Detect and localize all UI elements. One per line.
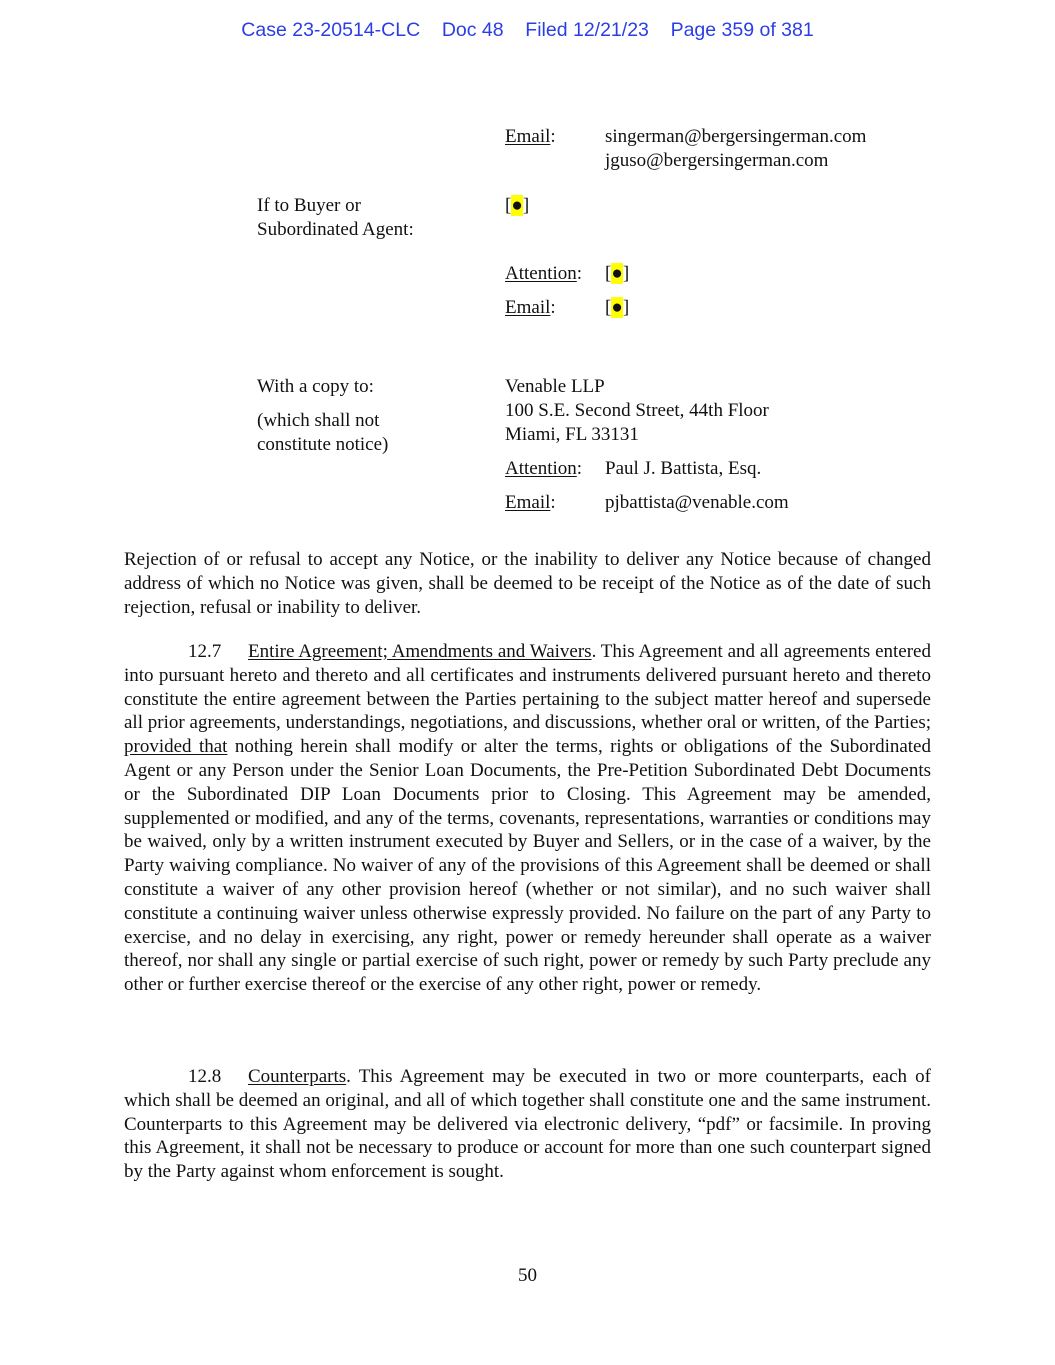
copy-address-line2: Miami, FL 33131 <box>505 424 639 445</box>
buyer-attention-placeholder: [●] <box>605 263 630 284</box>
filed-date: Filed 12/21/23 <box>525 19 649 41</box>
case-number: Case 23-20514-CLC <box>241 19 421 41</box>
top-email-label-row: Email: <box>505 126 556 147</box>
page-of-total: Page 359 of 381 <box>670 19 814 41</box>
placeholder-bullet-icon: ● <box>511 195 523 216</box>
doc-number: Doc 48 <box>441 19 504 41</box>
provided-that-phrase: provided that <box>124 736 228 758</box>
copy-attention-label: Attention <box>505 458 577 479</box>
rejection-paragraph: Rejection of or refusal to accept any Notice, or the inability to deliver any Notice because of changed address of which no Notice was given, shall be deemed to be receipt of the Notice as of the date of such rejection, refusal or inability to deliver. <box>124 549 931 618</box>
top-email-1: singerman@bergersingerman.com <box>605 126 867 147</box>
copy-attention-label-row: Attention: <box>505 458 583 479</box>
section-12-7-heading: Entire Agreement; Amendments and Waivers <box>248 641 592 662</box>
section-12-8-heading: Counterparts <box>248 1066 347 1087</box>
buyer-attention-label-row: Attention: <box>505 263 583 284</box>
section-12-7-text-a: . This Agreement and all agreements entered into pursuant hereto and thereto and all certificates and instruments delivered pursuant hereto and thereto constitute the entire agreement between the Parties pertaining to the subject matter hereof and supersede all prior agreements, understandings, negotiations, and discussions, whether oral or written, of the Parties; <box>124 641 931 734</box>
section-12-7 <box>124 640 931 997</box>
court-filing-header <box>0 19 1055 42</box>
placeholder-bullet-icon: ● <box>611 297 623 318</box>
copy-to-label: With a copy to: <box>257 376 374 397</box>
copy-address-line1: 100 S.E. Second Street, 44th Floor <box>505 400 769 421</box>
copy-email-label: Email <box>505 492 551 513</box>
section-12-7-text-b: nothing herein shall modify or alter the terms, rights or obligations of the Subordinated Agent or any Person under the Senior Loan Documents, the Pre-Petition Subordinated Debt Documents or the Subordinated DIP Loan Documents prior to Closing. This Agreement may be amended, supplemented or modified, and any of the terms, covenants, representations, warranties or conditions may be waived, only by a written instrument executed by Buyer and Sellers, or in the case of a waiver, by the Party waiving compliance. No waiver of any of the provisions of this Agreement shall be deemed or shall constitute a waiver of any other provision hereof (whether or not similar), and no such waiver shall constitute a continuing waiver unless otherwise expressly provided. No failure on the part of any Party to exercise, and no delay in exercising, any right, power or remedy hereunder shall operate as a waiver thereof, nor shall any single or partial exercise of such right, power or remedy by such Party preclude any other or further exercise thereof or the exercise of any other right, power or remedy. <box>124 736 931 996</box>
section-12-8-number: 12.8 <box>188 1066 222 1087</box>
section-12-8 <box>124 1065 931 1184</box>
page-number: 50 <box>518 1265 537 1286</box>
buyer-email-label: Email <box>505 297 551 318</box>
buyer-email-placeholder: [●] <box>605 297 630 318</box>
top-email-label: Email <box>505 126 551 147</box>
section-12-7-number: 12.7 <box>188 641 222 662</box>
copy-attention-value: Paul J. Battista, Esq. <box>605 458 762 479</box>
buyer-label-line2: Subordinated Agent: <box>257 219 414 240</box>
copy-note-line1: (which shall not <box>257 410 380 431</box>
top-email-2: jguso@bergersingerman.com <box>605 150 829 171</box>
section-12-8-text: . This Agreement may be executed in two or more counterparts, each of which shall be deemed an original, and all of which together shall constitute one and the same instrument. Counterparts to this Agreement may be delivered via electronic delivery, “pdf” or facsimile. In proving this Agreement, it shall not be necessary to produce or account for more than one such counterpart signed by the Party against whom enforcement is sought. <box>124 1066 931 1183</box>
copy-email-value: pjbattista@venable.com <box>605 492 789 513</box>
copy-email-label-row: Email: <box>505 492 556 513</box>
buyer-email-label-row: Email: <box>505 297 556 318</box>
buyer-label-line1: If to Buyer or <box>257 195 361 216</box>
copy-note-line2: constitute notice) <box>257 434 389 455</box>
buyer-address-placeholder: [●] <box>505 195 530 216</box>
copy-firm-name: Venable LLP <box>505 376 605 397</box>
buyer-attention-label: Attention <box>505 263 577 284</box>
placeholder-bullet-icon: ● <box>611 263 623 284</box>
